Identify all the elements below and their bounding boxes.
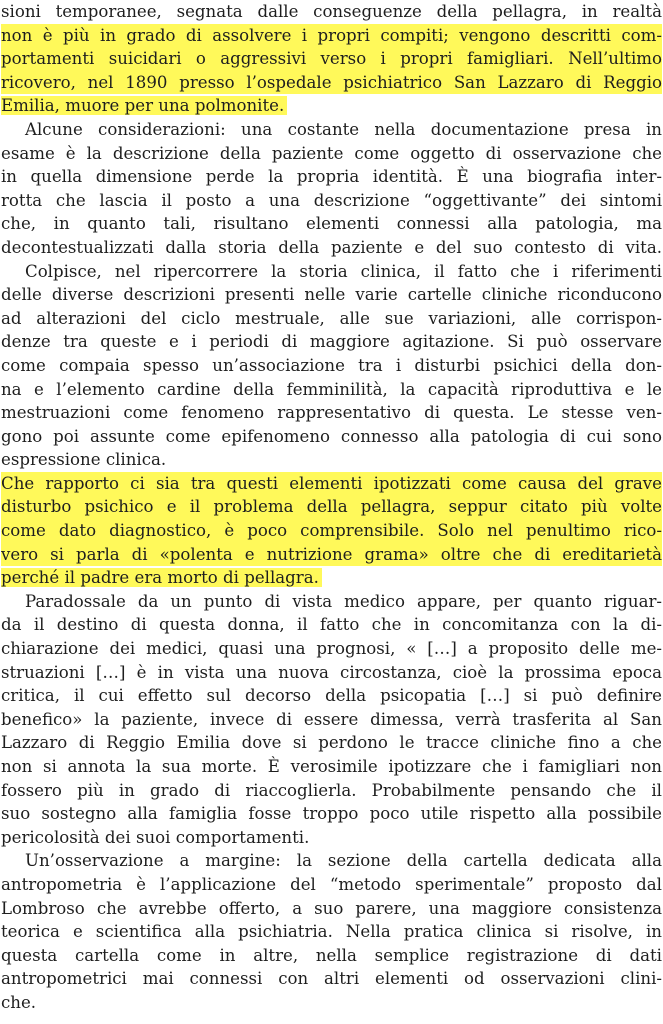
text-line: suo sostegno alla famiglia fosse troppo poco utile rispetto alla possibile xyxy=(1,804,662,824)
text-line: Alcune considerazioni: una costante nella documentazione presa in xyxy=(25,119,662,139)
paragraph-clinical-history xyxy=(1,260,662,472)
text-line: critica, il cui effetto sul decorso della psicopatia […] si può definire xyxy=(1,686,662,706)
text-line: Colpisce, nel ripercorrere la storia clinica, il fatto che i riferimenti xyxy=(25,261,662,281)
highlighted-text-line: ricovero, nel 1890 presso l’ospedale psichiatrico San Lazzaro di Reggio xyxy=(1,71,662,95)
text-line: Paradossale da un punto di vista medico appare, per quanto riguar- xyxy=(25,591,662,611)
paragraph-anthropometry xyxy=(1,849,662,1014)
paragraph-paradox xyxy=(1,590,662,850)
highlighted-text-line: non è più in grado di assolvere i propri compiti; vengono descritti com- xyxy=(1,24,662,48)
text-line: gono poi assunte come epifenomeno connesso alla patologia di cui sono xyxy=(1,426,662,446)
text-line: in quella dimensione perde la propria identità. È una biografia inter- xyxy=(1,167,662,187)
text-line: come compaia spesso un’associazione tra i disturbi psichici della don- xyxy=(1,355,662,375)
highlight-mark: Emilia, muore per una polmonite. xyxy=(1,96,287,115)
text-line: mestruazioni come fenomeno rappresentativo di questa. Le stesse ven- xyxy=(1,403,662,423)
text-line: antropometrici mai connessi con altri elementi od osservazioni clini- xyxy=(1,969,662,989)
text-line: questa cartella come in altre, nella semplice registrazione di dati xyxy=(1,945,662,965)
text-line: rotta che lascia il posto a una descrizione “oggettivante” dei sintomi xyxy=(1,190,662,210)
paragraph-continuation xyxy=(1,0,662,118)
text-line: Lombroso che avrebbe offerto, a suo parere, una maggiore consistenza xyxy=(1,898,662,918)
text-line: ad alterazioni del ciclo mestruale, alle sue variazioni, alle corrispon- xyxy=(1,308,662,328)
text-line: che, in quanto tali, risultano elementi connessi alla patologia, ma xyxy=(1,214,662,234)
text-line: decontestualizzati dalla storia della paziente e del suo contesto di vita. xyxy=(1,237,662,257)
text-line: struazioni […] è in vista una nuova circostanza, cioè la prossima epoca xyxy=(1,662,662,682)
text-line: antropometria è l’applicazione del “metodo sperimentale” proposto dal xyxy=(1,874,662,894)
text-line: Un’osservazione a margine: la sezione della cartella dedicata alla xyxy=(25,851,662,871)
text-line: pericolosità dei suoi comportamenti. xyxy=(1,827,310,847)
text-line: sioni temporanee, segnata dalle conseguenze della pellagra, in realtà xyxy=(1,2,662,21)
text-line: na e l’elemento cardine della femminilità, la capacità riproduttiva e le xyxy=(1,379,662,399)
text-line: non si annota la sua morte. È verosimile ipotizzare che i famigliari non xyxy=(1,757,662,776)
text-line: teorica e scientifica alla psichiatria. Nella pratica clinica si risolve, in xyxy=(1,922,662,942)
highlighted-text-line: vero si parla di «polenta e nutrizione grama» oltre che di ereditarietà xyxy=(1,543,662,567)
text-line: esame è la descrizione della paziente come oggetto di osservazione che xyxy=(1,143,662,163)
highlighted-text-line: disturbo psichico e il problema della pellagra, seppur citato più volte xyxy=(1,495,662,519)
text-line: fossero più in grado di riaccoglierla. Probabilmente pensando che il xyxy=(1,780,662,800)
highlighted-text-line: Che rapporto ci sia tra questi elementi ipotizzati come causa del grave xyxy=(1,472,662,496)
text-line: Lazzaro di Reggio Emilia dove si perdono le tracce cliniche fino a che xyxy=(1,733,662,753)
text-line: che. xyxy=(1,992,37,1012)
highlighted-text-line xyxy=(1,566,662,590)
paragraph-considerations xyxy=(1,118,662,260)
text-line: chiarazione dei medici, quasi una prognosi, « […] a proposito delle me- xyxy=(1,639,662,659)
text-line: denze tra queste e i periodi di maggiore agitazione. Si può osservare xyxy=(1,332,662,352)
highlighted-text-line: portamenti suicidari o aggressivi verso i propri famigliari. Nell’ultimo xyxy=(1,47,662,71)
text-line: da il destino di questa donna, il fatto che in concomitanza con la di- xyxy=(1,615,662,635)
highlight-mark: perché il padre era morto di pellagra. xyxy=(1,568,322,587)
highlighted-text-line: come dato diagnostico, è poco comprensibile. Solo nel penultimo rico- xyxy=(1,519,662,543)
text-line: delle diverse descrizioni presenti nelle varie cartelle cliniche riconducono xyxy=(1,285,662,305)
text-line: benefico» la paziente, invece di essere dimessa, verrà trasferita al San xyxy=(1,709,662,729)
paragraph-pellagra-highlighted xyxy=(1,472,662,590)
highlighted-text-line xyxy=(1,94,662,118)
text-line: espressione clinica. xyxy=(1,450,167,470)
